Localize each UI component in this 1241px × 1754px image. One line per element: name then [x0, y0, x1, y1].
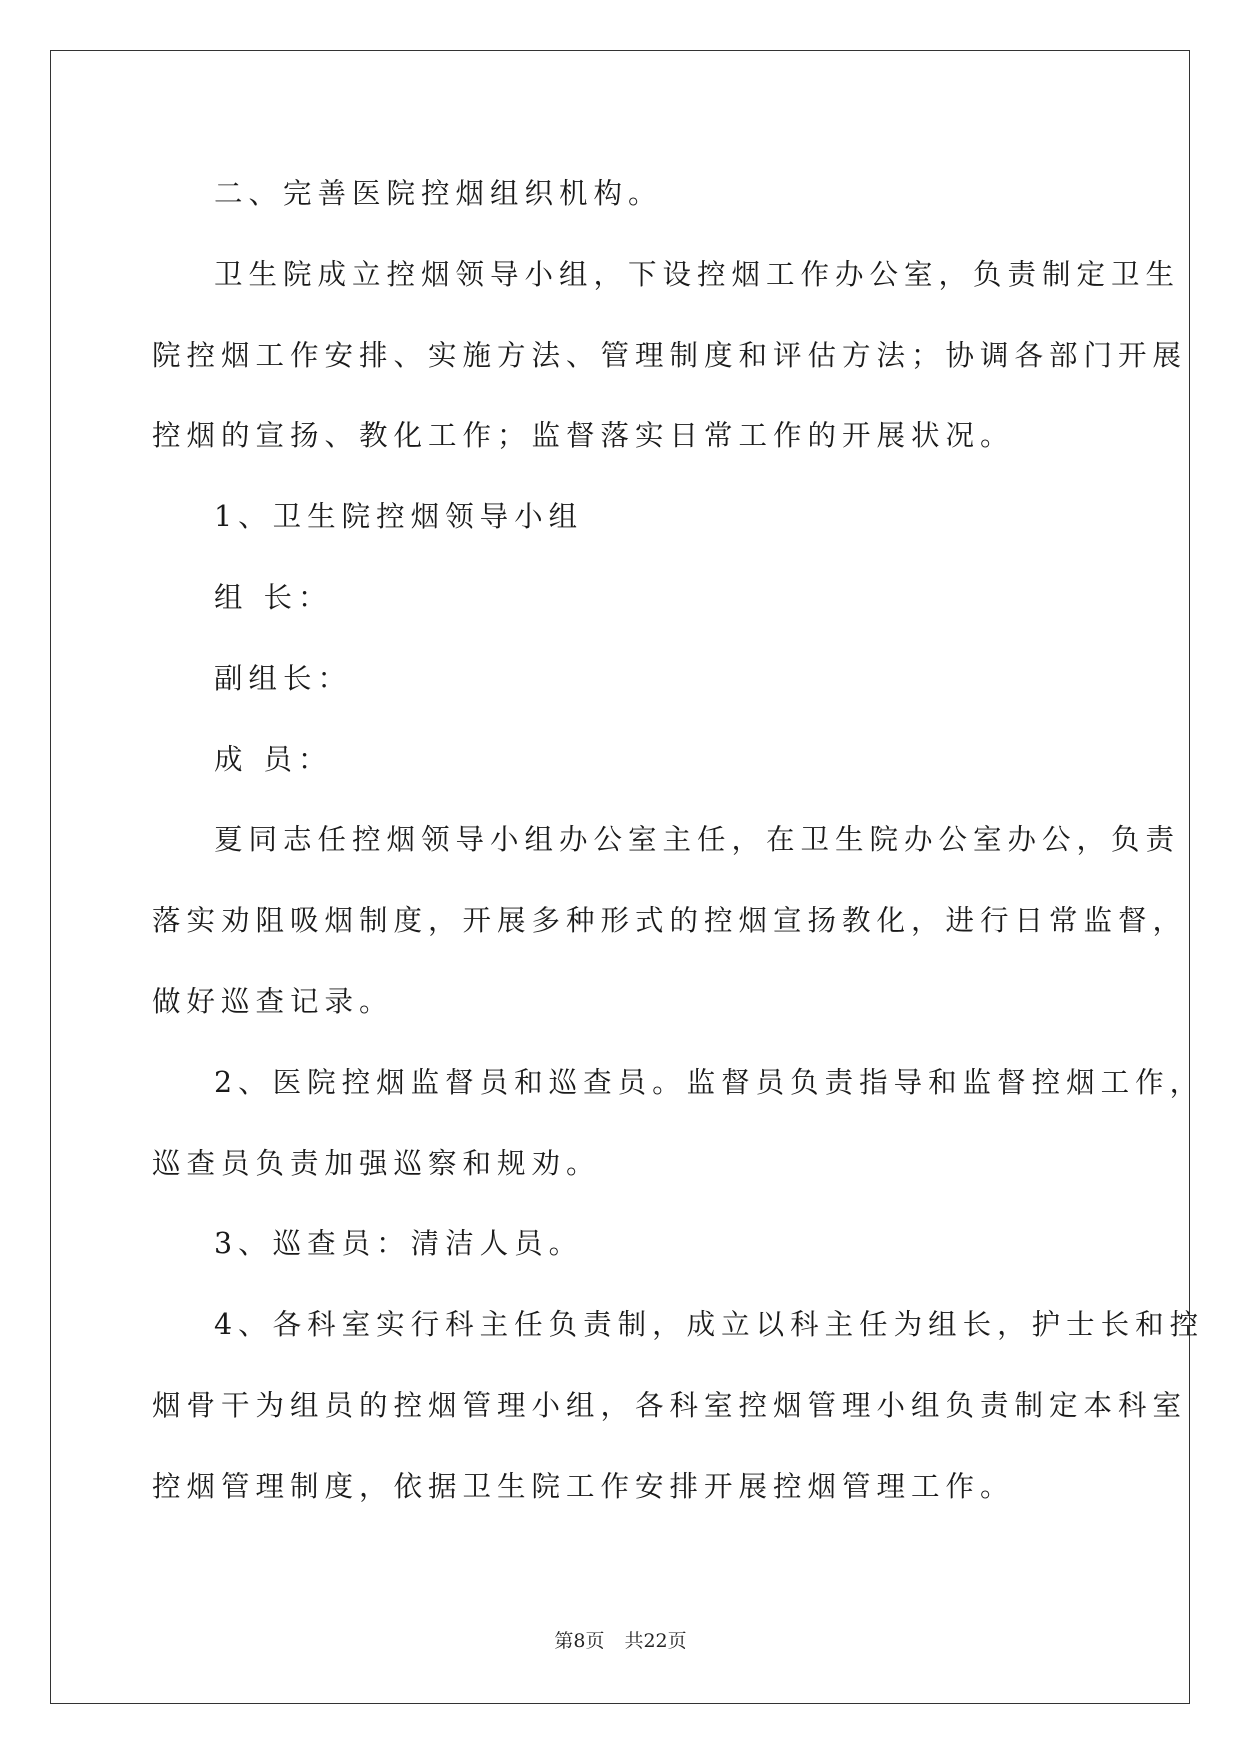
page-footer — [0, 1628, 1241, 1654]
field-label-leader: 组 长： — [214, 581, 333, 614]
page-number: 第8页 — [554, 1630, 605, 1652]
page-border — [50, 50, 1190, 1704]
paragraph-line: 卫生院成立控烟领导小组，下设控烟工作办公室，负责制定卫生 — [214, 258, 1181, 291]
paragraph-line: 3、巡查员：清洁人员。 — [214, 1227, 584, 1260]
paragraph-line: 控烟的宣扬、教化工作；监督落实日常工作的开展状况。 — [152, 419, 1015, 452]
paragraph-line: 做好巡查记录。 — [152, 985, 394, 1018]
paragraph-line: 4、各科室实行科主任负责制，成立以科主任为组长，护士长和控 — [214, 1308, 1205, 1341]
paragraph-line: 夏同志任控烟领导小组办公室主任，在卫生院办公室办公，负责 — [214, 823, 1181, 856]
section-heading: 二、完善医院控烟组织机构。 — [214, 177, 663, 210]
paragraph-line: 院控烟工作安排、实施方法、管理制度和评估方法；协调各部门开展 — [152, 339, 1188, 372]
subsection-heading: 1、卫生院控烟领导小组 — [214, 500, 584, 533]
page-total: 共22页 — [624, 1630, 687, 1652]
paragraph-line: 巡查员负责加强巡察和规劝。 — [152, 1147, 601, 1180]
field-label-deputy: 副组长： — [214, 662, 353, 695]
paragraph-line: 落实劝阻吸烟制度，开展多种形式的控烟宣扬教化，进行日常监督， — [152, 904, 1188, 937]
paragraph-line: 烟骨干为组员的控烟管理小组，各科室控烟管理小组负责制定本科室 — [152, 1389, 1188, 1422]
paragraph-line: 2、医院控烟监督员和巡查员。监督员负责指导和监督控烟工作， — [214, 1066, 1205, 1099]
field-label-members: 成 员： — [214, 743, 333, 776]
paragraph-line: 控烟管理制度，依据卫生院工作安排开展控烟管理工作。 — [152, 1470, 1015, 1503]
